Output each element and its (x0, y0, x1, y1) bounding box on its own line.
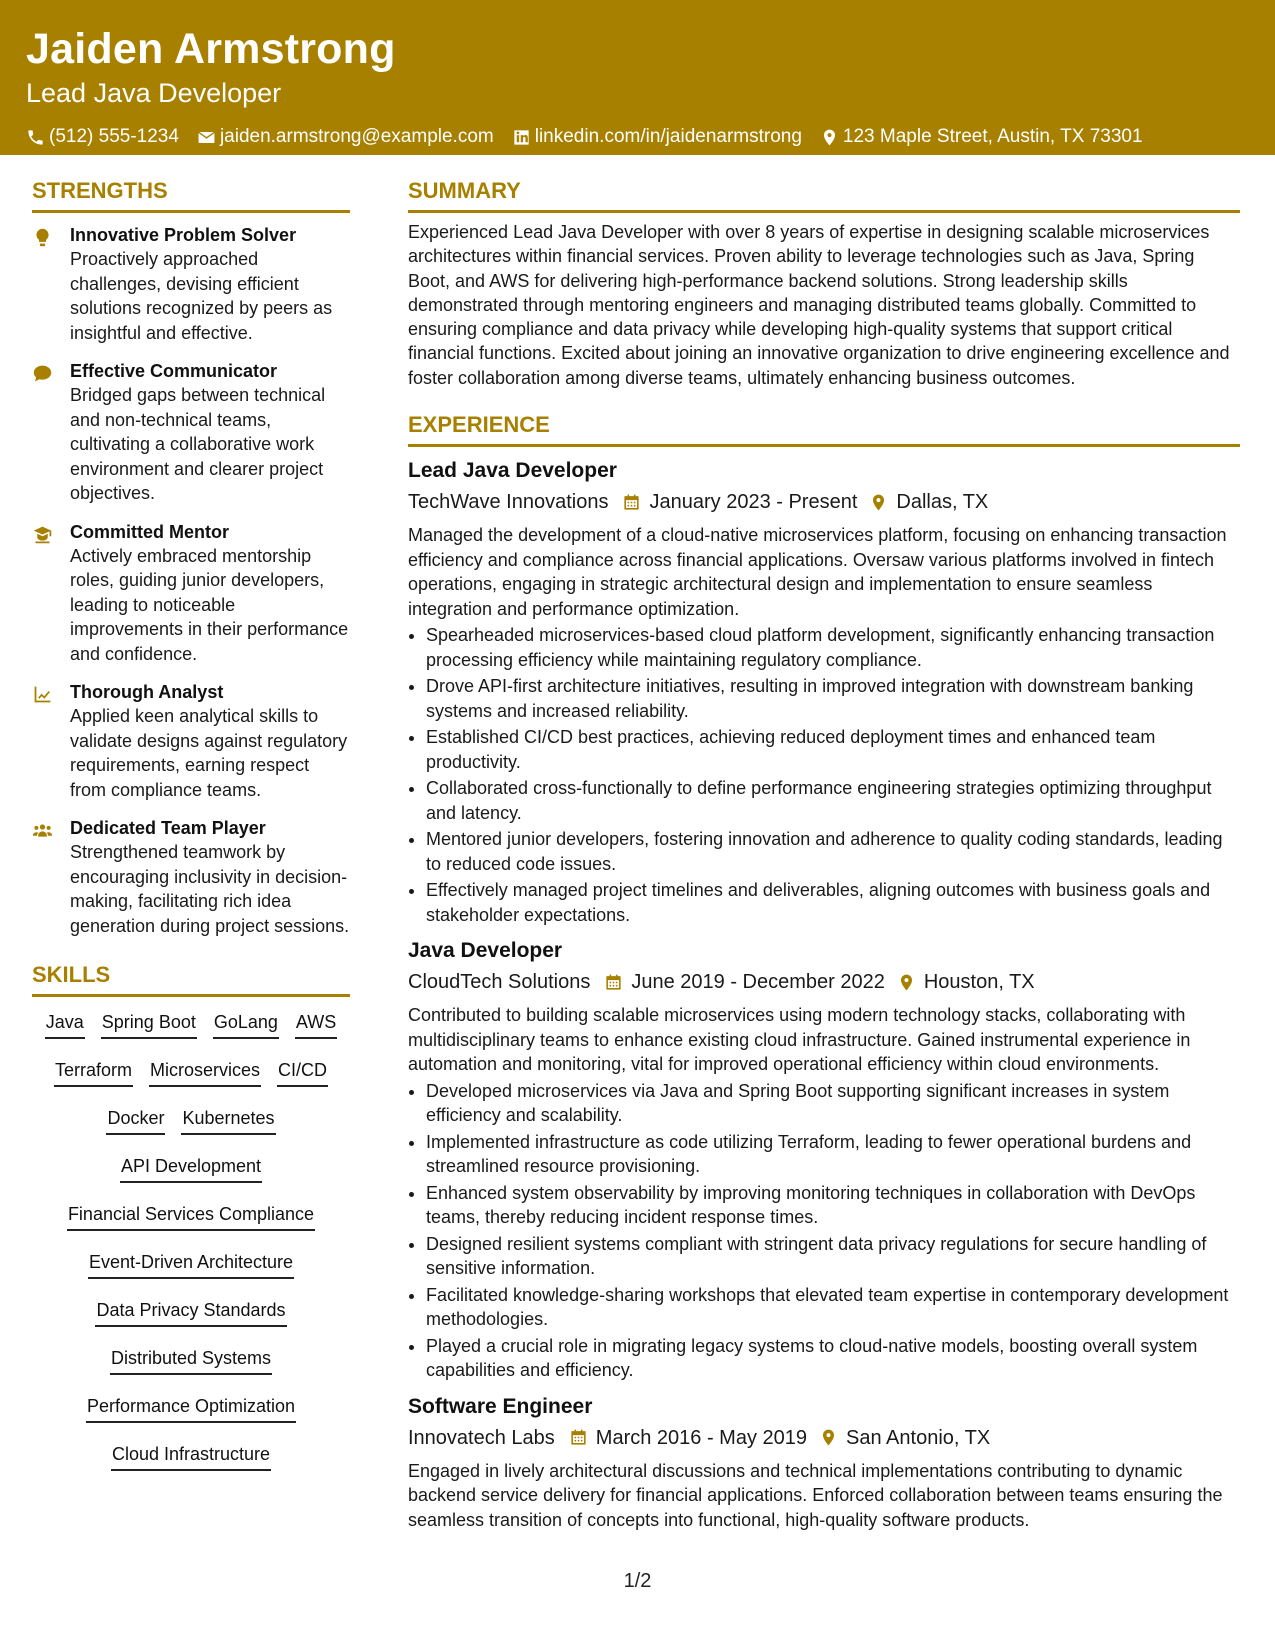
strength-item (32, 223, 350, 345)
experience-heading: EXPERIENCE (408, 406, 1240, 447)
bullet-item: • Designed resilient systems compliant with stringent data privacy regulations for secure handling of sensitive information. (426, 1232, 1240, 1281)
calendar-icon (569, 1428, 588, 1447)
skill-tag: Distributed Systems (110, 1345, 272, 1375)
strength-desc: Actively embraced mentorship roles, guiding junior developers, leading to noticeable improvements in their performance and confidence. (70, 545, 349, 664)
bullet-item: • Collaborated cross-functionally to define performance engineering strategies optimizing throughput and latency. (426, 776, 1240, 825)
skill-tag: Microservices (149, 1057, 261, 1087)
bullet-item: • Established CI/CD best practices, achieving reduced deployment times and enhanced team productivity. (426, 725, 1240, 774)
job-meta (408, 1423, 1240, 1453)
job-company: TechWave Innovations (408, 491, 609, 514)
job-title: Software Engineer (408, 1394, 593, 1418)
skills-heading: SKILLS (32, 956, 350, 997)
job-company: CloudTech Solutions (408, 971, 591, 994)
contact-bar (26, 126, 1249, 148)
skill-tag: Java (45, 1009, 85, 1039)
lightbulb-icon (32, 227, 53, 248)
page-number: 1/2 (623, 1570, 652, 1592)
skill-tag: CI/CD (277, 1057, 328, 1087)
linkedin-icon (512, 128, 531, 147)
left-column (32, 172, 350, 1489)
job-description: Contributed to building scalable microservices using modern technology stacks, collaborating with multidisciplinary teams to enhance existing cloud infrastructure. Gained instrumental experience in automation and monitoring, vital for improved operational efficiency within cloud environments. (408, 1005, 1191, 1075)
calendar-icon (622, 493, 641, 512)
phone-icon (26, 128, 45, 147)
bullet-item: • Played a crucial role in migrating legacy systems to cloud-native models, boosting overall system capabilities and efficiency. (426, 1334, 1240, 1383)
right-column (408, 172, 1240, 1532)
line-chart-icon (32, 684, 53, 705)
map-pin-icon (897, 973, 916, 992)
contact-phone[interactable] (26, 126, 179, 148)
skill-tag: AWS (295, 1009, 337, 1039)
bullet-item: • Developed microservices via Java and Spring Boot supporting significant increases in system efficiency and scalability. (426, 1079, 1240, 1128)
experience-section (408, 406, 1240, 1532)
job-bullets (408, 1079, 1240, 1383)
job-company: Innovatech Labs (408, 1426, 555, 1449)
map-pin-icon (869, 493, 888, 512)
strengths-heading: STRENGTHS (32, 172, 350, 213)
job-meta (408, 967, 1240, 997)
bullet-item: • Effectively managed project timelines and deliverables, aligning outcomes with business goals and stakeholder expectations. (426, 878, 1240, 927)
team-icon (32, 820, 53, 841)
job-location: San Antonio, TX (846, 1426, 991, 1449)
bullet-item: • Mentored junior developers, fostering innovation and adherence to quality coding standards, leading to reduced code issues. (426, 827, 1240, 876)
skill-tag: Cloud Infrastructure (111, 1441, 271, 1471)
contact-address (820, 126, 1143, 148)
job-dates: March 2016 - May 2019 (595, 1426, 808, 1449)
contact-email[interactable] (197, 126, 494, 148)
skill-tag: Kubernetes (181, 1105, 275, 1135)
skill-tag: Spring Boot (101, 1009, 197, 1039)
strength-desc: Applied keen analytical skills to validate designs against regulatory requirements, earning respect from compliance teams. (70, 706, 348, 800)
skill-tag: Data Privacy Standards (95, 1297, 286, 1327)
bullet-item: • Spearheaded microservices-based cloud platform development, significantly enhancing transaction processing efficiency while maintaining regulatory compliance. (426, 623, 1240, 672)
map-pin-icon (819, 1428, 838, 1447)
strength-item (32, 680, 350, 802)
strength-item (32, 520, 350, 667)
job-location: Houston, TX (923, 971, 1035, 994)
speech-bubble-icon (32, 363, 53, 384)
strength-title: Committed Mentor (70, 521, 229, 542)
email-text: jaiden.armstrong@example.com (219, 126, 494, 147)
summary-text: Experienced Lead Java Developer with over 8 years of expertise in designing scalable microservices architectures within financial services. Proven ability to leverage technologies such as Java, Spring Boot, and AWS for delivering high-performance backend solutions. Strong leadership skills demonstrated through mentoring engineers and managing distributed teams globally. Committed to ensuring compliance and data privacy while developing high-quality systems that support critical financial functions. Excited about joining an innovative organization to drive engineering excellence and foster collaboration among diverse teams, ultimately enhancing business outcomes. (408, 222, 1230, 388)
strength-desc: Strengthened teamwork by encouraging inclusivity in decision-making, facilitating rich idea generation during project sessions. (70, 842, 350, 936)
strength-title: Dedicated Team Player (70, 818, 266, 838)
strength-title: Effective Communicator (70, 361, 278, 381)
strength-desc: Bridged gaps between technical and non-technical teams, cultivating a collaborative work environment and clearer project objectives. (70, 385, 326, 503)
job-dates: January 2023 - Present (649, 491, 858, 514)
job-entry (408, 456, 1240, 927)
skill-tag: GoLang (213, 1009, 279, 1039)
job-bullets (408, 623, 1240, 927)
job-entry (408, 1392, 1240, 1533)
job-meta (408, 487, 1240, 517)
header-banner (0, 0, 1275, 155)
bullet-item: • Enhanced system observability by improving monitoring techniques in collaboration with DevOps teams, thereby reducing incident response times. (426, 1181, 1240, 1230)
phone-text: (512) 555-1234 (49, 126, 179, 147)
job-description: Managed the development of a cloud-native microservices platform, focusing on enhancing transaction efficiency and compliance across financial applications. Oversaw various platforms involved in fintech operations, engaging in strategic architectural design and implementation to ensure seamless integration and performance optimization. (408, 525, 1227, 619)
contact-linkedin[interactable] (512, 126, 802, 148)
candidate-title: Lead Java Developer (26, 78, 282, 108)
strength-desc: Proactively approached challenges, devising efficient solutions recognized by peers as insightful and effective. (70, 249, 333, 343)
job-location: Dallas, TX (896, 491, 989, 514)
job-title: Lead Java Developer (408, 459, 617, 483)
bullet-item: • Drove API-first architecture initiatives, resulting in improved integration with downstream banking systems and increased reliability. (426, 674, 1240, 723)
summary-heading: SUMMARY (408, 172, 1240, 213)
envelope-icon (197, 128, 216, 147)
strength-item (32, 359, 350, 506)
strength-item (32, 816, 350, 938)
strengths-list (32, 223, 350, 938)
map-pin-icon (820, 128, 839, 147)
job-entry (408, 936, 1240, 1383)
skill-tag: API Development (120, 1153, 262, 1183)
bullet-item: • Implemented infrastructure as code utilizing Terraform, leading to fewer operational burdens and streamlined resource provisioning. (426, 1130, 1240, 1179)
job-description: Engaged in lively architectural discussions and technical implementations contributing to dynamic backend service delivery for financial applications. Enforced collaboration between teams ensuring the seamless transition of concepts into functional, high-quality software products. (408, 1460, 1223, 1530)
candidate-name: Jaiden Armstrong (26, 25, 396, 73)
job-dates: June 2019 - December 2022 (631, 971, 885, 994)
bullet-item: • Facilitated knowledge-sharing workshops that elevated team expertise in contemporary development methodologies. (426, 1283, 1240, 1332)
skill-tag: Terraform (54, 1057, 133, 1087)
skill-tag: Event-Driven Architecture (88, 1249, 294, 1279)
linkedin-text: linkedin.com/in/jaidenarmstrong (534, 126, 802, 147)
skill-tag: Performance Optimization (86, 1393, 296, 1423)
skill-tag: Financial Services Compliance (67, 1201, 315, 1231)
strength-title: Innovative Problem Solver (70, 225, 297, 245)
graduate-icon (32, 524, 53, 545)
strength-title: Thorough Analyst (70, 682, 224, 702)
job-title: Java Developer (408, 939, 563, 963)
calendar-icon (604, 973, 623, 992)
address-text: 123 Maple Street, Austin, TX 73301 (842, 126, 1143, 147)
skills-section (32, 956, 350, 1489)
skill-tag: Docker (106, 1105, 165, 1135)
skills-list (32, 1009, 350, 1489)
